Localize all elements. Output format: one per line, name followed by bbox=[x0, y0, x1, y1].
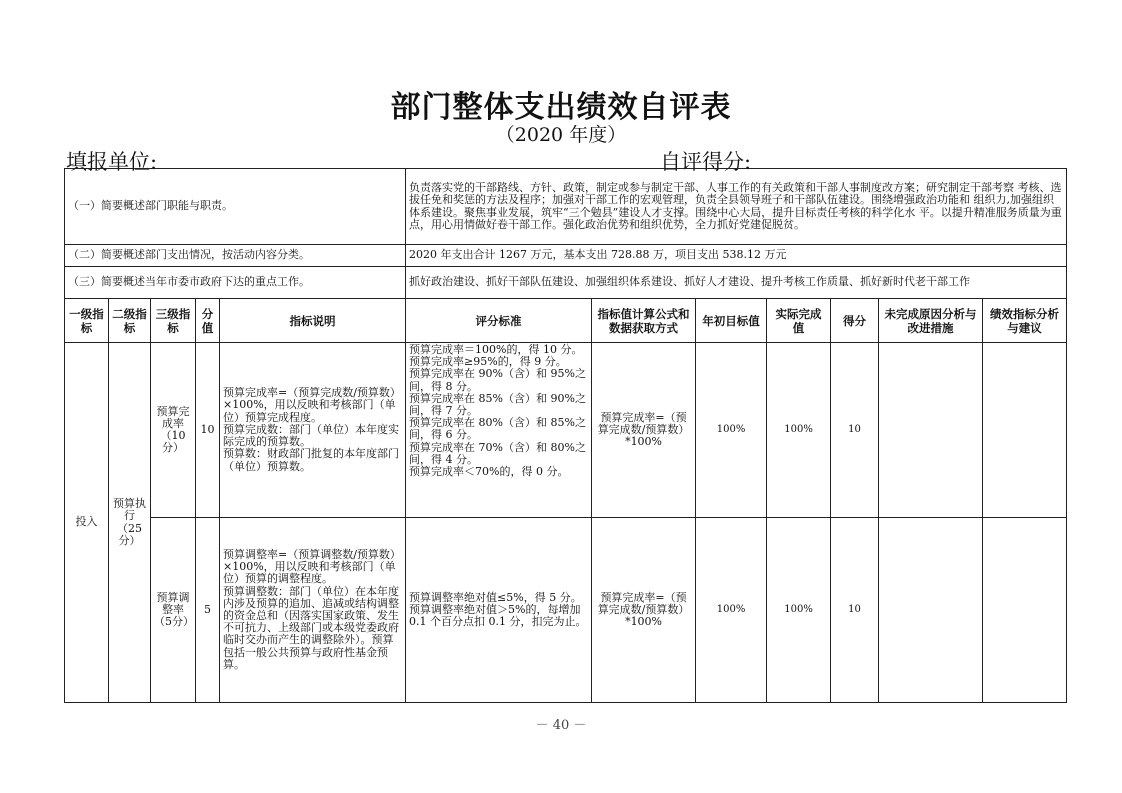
header-cell: 二级指标 bbox=[109, 299, 151, 343]
indicator-description: 预算调整率=（预算调整数/预算数）×100%，用以反映和考核部门（单位）预算的调整程度。 预算调整数：部门（单位）在本年度内涉及预算的追加、追减或结构调整的资金总和（因落实国家政策、发生不可抗力、上级部门或本级党委政府临时交办而产生的调整除外）。预算包括一般公共预算与政府性基金预算。 bbox=[220, 518, 406, 703]
score: 10 bbox=[831, 343, 879, 518]
self-score-label: 自评得分: bbox=[660, 150, 752, 174]
header-cell: 指标说明 bbox=[220, 299, 406, 343]
header-cell: 年初目标值 bbox=[696, 299, 767, 343]
header-cell: 实际完成值 bbox=[767, 299, 831, 343]
page-title: 部门整体支出绩效自评表 bbox=[390, 90, 732, 125]
actual-value: 100% bbox=[767, 343, 831, 518]
level2-indicator: 预算执行（25分） bbox=[109, 343, 151, 703]
fill-unit-label: 填报单位: bbox=[66, 150, 158, 174]
header-cell: 评分标准 bbox=[406, 299, 592, 343]
scoring-criteria: 预算调整率绝对值≤5%，得 5 分。 预算调整率绝对值＞5%的，每增加 0.1 个百分点扣 0.1 分，扣完为止。 bbox=[406, 518, 592, 703]
header-cell: 得分 bbox=[831, 299, 879, 343]
table-row bbox=[65, 518, 1067, 703]
score: 10 bbox=[831, 518, 879, 703]
level3-indicator: 预算完成率（10分） bbox=[151, 343, 196, 518]
header-cell: 绩效指标分析与建议 bbox=[983, 299, 1067, 343]
indicator-description: 预算完成率=（预算完成数/预算数）×100%，用以反映和考核部门（单位）预算完成程度。 预算完成数：部门（单位）本年度实际完成的预算数。 预算数：财政部门批复的本年度部门（单位）预算数。 bbox=[220, 343, 406, 518]
overview-row bbox=[65, 169, 1067, 245]
performance-suggestion bbox=[983, 518, 1067, 703]
score-value: 5 bbox=[196, 518, 220, 703]
performance-suggestion bbox=[983, 343, 1067, 518]
scoring-criteria: 预算完成率＝100%的，得 10 分。 预算完成率≥95%的，得 9 分。 预算完成率在 90%（含）和 95%之间，得 8 分。 预算完成率在 85%（含）和 90%之间，得 7 分。 预算完成率在 80%（含）和 85%之间，得 6 分。 预算完成率在 70%（含）和 80%之间，得 4 分。 预算完成率＜70%的，得 0 分。 bbox=[406, 343, 592, 518]
level3-indicator: 预算调整率（5分） bbox=[151, 518, 196, 703]
overview-content: 抓好政治建设、抓好干部队伍建设、加强组织体系建设、抓好人才建设、提升考核工作质量、抓好新时代老干部工作 bbox=[406, 267, 1067, 299]
target-value: 100% bbox=[696, 343, 767, 518]
header-cell: 分值 bbox=[196, 299, 220, 343]
overview-row bbox=[65, 267, 1067, 299]
level1-indicator: 投入 bbox=[65, 343, 109, 703]
header-cell: 一级指标 bbox=[65, 299, 109, 343]
header-cell: 未完成原因分析与改进措施 bbox=[879, 299, 983, 343]
unfinished-reason bbox=[879, 343, 983, 518]
calculation-formula: 预算完成率=（预算完成数/预算数）*100% bbox=[592, 343, 696, 518]
overview-row bbox=[65, 245, 1067, 267]
overview-label: （三）简要概述当年市委市政府下达的重点工作。 bbox=[65, 267, 406, 299]
header-cell: 三级指标 bbox=[151, 299, 196, 343]
score-value: 10 bbox=[196, 343, 220, 518]
overview-label: （一）简要概述部门职能与职责。 bbox=[65, 169, 406, 245]
overview-label: （二）简要概述部门支出情况，按活动内容分类。 bbox=[65, 245, 406, 267]
evaluation-table bbox=[64, 168, 1067, 703]
actual-value: 100% bbox=[767, 518, 831, 703]
page-subtitle: （2020 年度） bbox=[495, 124, 627, 146]
overview-content: 2020 年支出合计 1267 万元，基本支出 728.88 万，项目支出 538.12 万元 bbox=[406, 245, 1067, 267]
page-number: － 40 － bbox=[535, 718, 587, 733]
calculation-formula: 预算完成率=（预算完成数/预算数）*100% bbox=[592, 518, 696, 703]
overview-content: 负责落实党的干部路线、方针、政策，制定或参与制定干部、人事工作的有关政策和干部人事制度改方案；研究制定干部考察 考核、选拔任免和奖惩的方法及程序；加强对干部工作的宏观管理，负责全县领导班子和干部队伍建设。围绕增强政治功能和 组织力,加强组织体系建设。聚焦事业发展，筑牢“三个勉县”建设人才支撑。围绕中心大局，提升目标责任考核的科学化水 平。以提升精准服务质量为重点，用心用情做好卷干部工作。强化政治优势和组织优势，全力抓好党建促脱贫。 bbox=[406, 169, 1067, 245]
table-row bbox=[65, 343, 1067, 518]
header-cell: 指标值计算公式和数据获取方式 bbox=[592, 299, 696, 343]
target-value: 100% bbox=[696, 518, 767, 703]
table-header-row bbox=[65, 299, 1067, 343]
unfinished-reason bbox=[879, 518, 983, 703]
